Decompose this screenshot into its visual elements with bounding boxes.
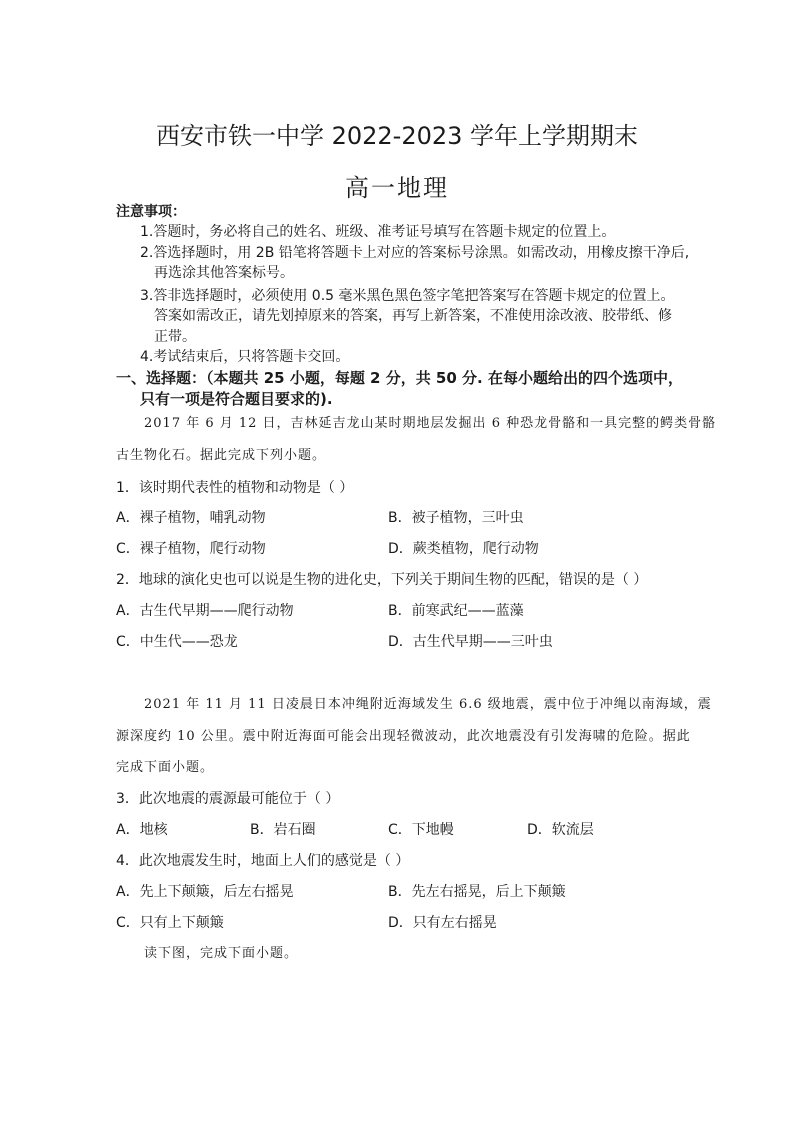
notice-item-1: 1.答题时，务必将自己的姓名、班级、准考证号填写在答题卡规定的位置上。: [140, 224, 616, 240]
question-3-stem: 3．此次地震的震源最可能位于（ ）: [116, 791, 340, 807]
exam-title: 西安市铁一中学 2022-2023 学年上学期期末: [155, 122, 639, 150]
notice-item-2-cont: 再选涂其他答案标号。: [154, 265, 294, 281]
passage-1-line1: 2017 年 6 月 12 日，吉林延吉龙山某时期地层发掘出 6 种恐龙骨骼和一具完整的鳄类骨骼: [144, 416, 717, 431]
question-2-option-b: B．前寒武纪——蓝藻: [388, 603, 524, 619]
question-3-option-a: A．地核: [116, 822, 168, 838]
passage-1-line2: 古生物化石。据此完成下列小题。: [116, 448, 327, 463]
notice-item-4: 4.考试结束后，只将答题卡交回。: [140, 349, 350, 365]
notice-item-3-cont: 答案如需改正，请先划掉原来的答案，再写上新答案，不准使用涂改液、胶带纸、修: [154, 308, 672, 324]
section-heading-line2: 只有一项是符合题目要求的).: [140, 390, 333, 408]
question-1-option-a: A．裸子植物，哺乳动物: [116, 510, 266, 526]
question-4-option-b: B．先左右摇晃，后上下颠簸: [388, 884, 566, 900]
notice-heading: 注意事项：: [116, 204, 186, 220]
question-2-stem: 2．地球的演化史也可以说是生物的进化史，下列关于期间生物的匹配，错误的是（ ）: [116, 572, 648, 588]
question-4-option-d: D．只有左右摇晃: [388, 915, 497, 931]
passage-2-line2: 源深度约 10 公里。震中附近海面可能会出现轻微波动，此次地震没有引发海啸的危险。据此: [116, 729, 691, 744]
question-4-option-a: A．先上下颠簸，后左右摇晃: [116, 884, 294, 900]
passage-2-line3: 完成下面小题。: [116, 760, 215, 775]
question-3-option-c: C．下地幔: [388, 822, 454, 838]
question-1-stem: 1．该时期代表性的植物和动物是（ ）: [116, 480, 354, 496]
question-2-option-d: D．古生代早期——三叶虫: [388, 634, 553, 650]
exam-subject: 高一地理: [345, 174, 449, 202]
notice-item-3: 3.答非选择题时，必须使用 0.5 毫米黑色黑色签字笔把答案写在答题卡规定的位置上。: [140, 288, 675, 304]
question-2-option-c: C．中生代——恐龙: [116, 634, 238, 650]
section-heading-line1: 一、选择题：（本题共 25 小题，每题 2 分，共 50 分. 在每小题给出的四个选项中，: [116, 369, 683, 387]
notice-item-3-cont2: 正带。: [154, 329, 196, 345]
question-1-option-d: D．蕨类植物，爬行动物: [388, 541, 539, 557]
passage-2-line1: 2021 年 11 月 11 日凌晨日本冲绳附近海域发生 6.6 级地震，震中位于冲绳以南海域，震: [144, 697, 712, 712]
question-4-stem: 4．此次地震发生时，地面上人们的感觉是（ ）: [116, 853, 410, 869]
question-1-option-c: C．裸子植物，爬行动物: [116, 541, 266, 557]
question-4-option-c: C．只有上下颠簸: [116, 915, 224, 931]
question-3-option-d: D．软流层: [527, 822, 594, 838]
passage-3-line1: 读下图，完成下面小题。: [144, 946, 299, 961]
question-3-option-b: B．岩石圈: [250, 822, 316, 838]
question-2-option-a: A．古生代早期——爬行动物: [116, 603, 294, 619]
notice-item-2: 2.答选择题时，用 2B 铅笔将答题卡上对应的答案标号涂黑。如需改动，用橡皮擦干净后,: [140, 245, 690, 261]
question-1-option-b: B．被子植物，三叶虫: [388, 510, 524, 526]
